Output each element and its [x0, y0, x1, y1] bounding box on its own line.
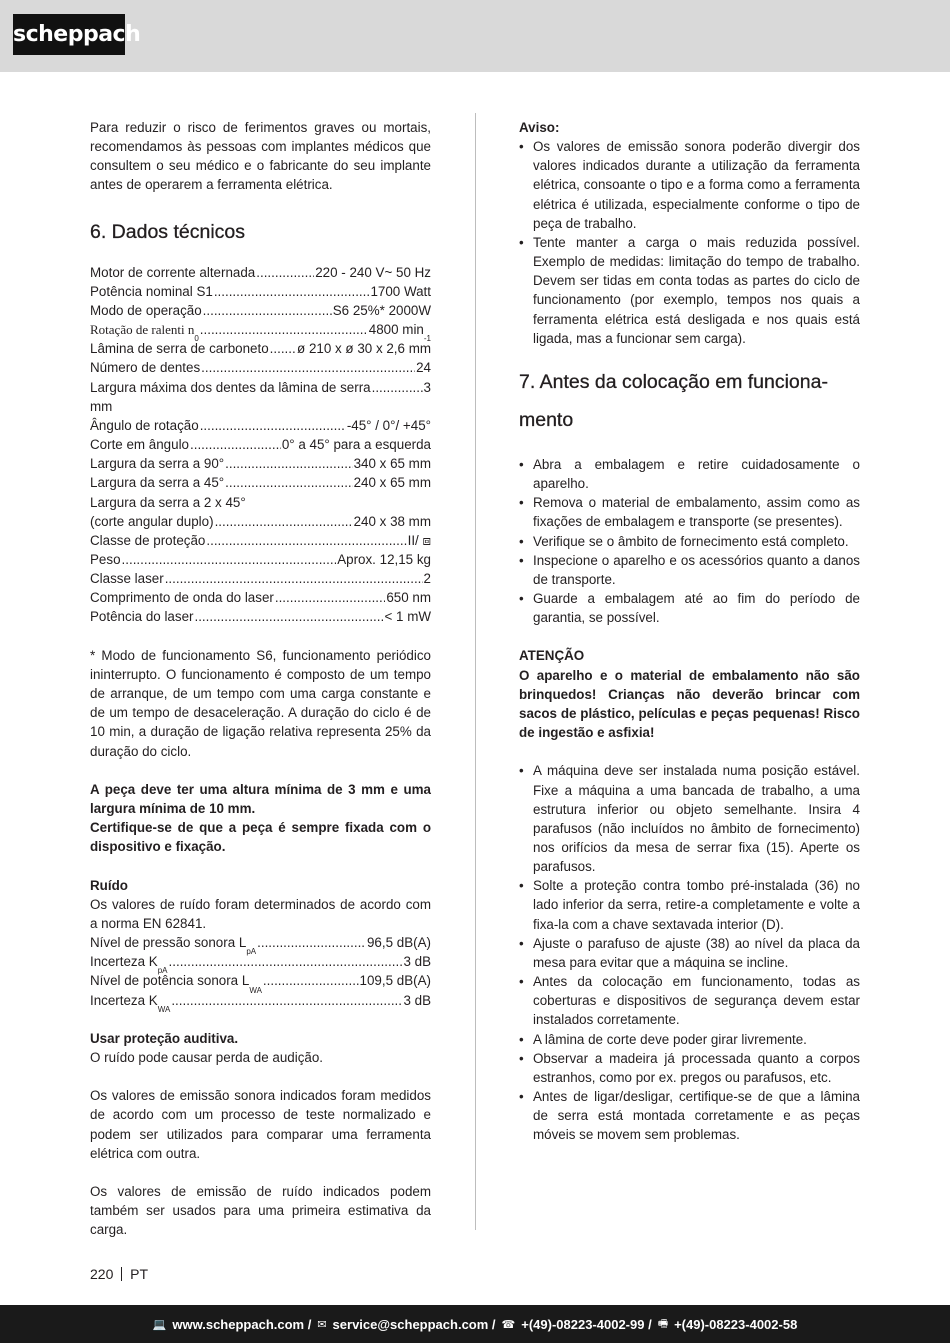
leader-dots — [225, 454, 352, 473]
spec-row — [90, 435, 431, 454]
leader-dots — [214, 282, 370, 301]
spec-label: Incerteza K — [90, 992, 158, 1008]
footer-email[interactable]: service@scheppach.com / — [332, 1316, 496, 1332]
right-column — [519, 118, 860, 1144]
leader-dots — [200, 416, 346, 435]
warning-list — [519, 137, 860, 348]
spec-row — [90, 454, 431, 473]
list-item: • A máquina deve ser instalada numa posição estável. Fixe a máquina a uma bancada de trabalho, a uma estrutura inferior ou objeto semelhante. Insira 4 parafusos (não incluídos no âmbito de fornecimento) nos orifícios da mesa de serrar fixa (15). Aperte os parafusos. — [519, 761, 860, 876]
leader-dots — [256, 263, 314, 282]
spec-value: 1700 Watt — [370, 283, 431, 299]
section-heading-before-operation — [519, 363, 860, 439]
list-item: • Abra a embalagem e retire cuidadosamente o aparelho. — [519, 455, 860, 493]
s6-footnote: * Modo de funcionamento S6, funcionamento periódico ininterrupto. O funcionamento é composto de um tempo de arranque, de um tempo com uma carga constante e de um tempo de desaceleração. A duração do ciclo é de 10 min, a duração de ligação relativa representa 25% da duração do ciclo. — [90, 647, 431, 759]
emission-paragraph-2: Os valores de emissão de ruído indicados podem também ser usados para uma primeira estimativa da carga. — [90, 1184, 431, 1238]
spec-value: 109,5 dB(A) — [359, 973, 431, 989]
leader-dots — [201, 358, 415, 377]
column-divider — [475, 113, 476, 1230]
setup-list — [519, 761, 860, 1144]
spec-value: 3 dB — [403, 954, 431, 970]
spec-value: II/ ⧈ — [407, 532, 431, 548]
spec-row — [90, 378, 431, 397]
list-item: • Solte a proteção contra tombo pré-instalada (36) no lado inferior da serra, retire-a completamente e volte a fixa-la com a chave sextavada interior (D). — [519, 876, 860, 933]
spec-value: 4800 min — [368, 322, 424, 338]
page-footer — [0, 1305, 950, 1343]
workpiece-size-note: A peça deve ter uma altura mínima de 3 mm e uma largura mínima de 10 mm. — [90, 781, 431, 816]
heading-line-2: mento — [519, 408, 574, 431]
spec-label: Potência do laser — [90, 609, 194, 625]
attention-text: O aparelho e o material de embalamento não são brinquedos! Crianças não deverão brincar com sacos de plástico, películas e peças pequenas! Risco de ingestão e asfixia! — [519, 667, 860, 741]
spec-label: Largura máxima dos dentes da lâmina de serra — [90, 379, 371, 395]
spec-label: Lâmina de serra de carboneto — [90, 341, 269, 357]
spec-label: Classe de proteção — [90, 532, 206, 548]
leader-dots — [225, 473, 352, 492]
spec-row: Nível de pressão sonora L pA ..... 96,5 dB(A) — [90, 933, 431, 952]
emission-paragraph-1: Os valores de emissão sonora indicados foram medidos de acordo com um processo de teste normalizado e podem ser utilizados para comparar uma ferramenta elétrica com outra. — [90, 1088, 431, 1161]
spec-row — [90, 339, 431, 358]
spec-value-continuation: mm — [90, 398, 113, 414]
spec-label: Rotação de ralenti n — [90, 322, 195, 338]
spec-list — [90, 263, 431, 627]
spec-value: 3 — [423, 379, 431, 395]
page-number: 220 PT — [90, 1266, 149, 1282]
leader-dots — [215, 512, 353, 531]
spec-value: 0° a 45° para a esquerda — [281, 437, 431, 453]
implant-note: Para reduzir o risco de ferimentos graves ou mortais, recomendamos às pessoas com implantes médicos que consultem o seu médico e o fabricante do seu implante antes de operarem a ferramenta elétrica. — [90, 120, 431, 193]
spec-label: Peso — [90, 551, 121, 567]
spec-label: Modo de operação — [90, 302, 202, 318]
leader-dots — [122, 550, 337, 569]
spec-row: Incerteza K pA ..... 3 dB — [90, 952, 431, 971]
leader-dots — [270, 339, 296, 358]
leader-dots — [194, 607, 383, 626]
leader-dots — [169, 952, 403, 971]
leader-dots — [206, 531, 406, 550]
hearing-protection-text: O ruído pode causar perda de audição. — [90, 1049, 324, 1065]
spec-value: 96,5 dB(A) — [366, 935, 431, 951]
list-item: • A lâmina de corte deve poder girar livremente. — [519, 1030, 860, 1049]
spec-value: < 1 mW — [384, 609, 431, 625]
spec-row — [90, 282, 431, 301]
spec-value: 220 - 240 V~ 50 Hz — [315, 264, 431, 280]
spec-label: Nível de potência sonora L — [90, 973, 250, 989]
leader-dots — [372, 378, 423, 397]
list-item: • Guarde a embalagem até ao fim do período de garantia, se possível. — [519, 589, 860, 627]
spec-row: Incerteza K WA ..... 3 dB — [90, 991, 431, 1010]
list-item: • Antes da colocação em funcionamento, todas as coberturas e dispositivos de segurança devem estar instalados corretamente. — [519, 972, 860, 1029]
spec-label: Largura da serra a 45° — [90, 475, 225, 491]
spec-label: Potência nominal S1 — [90, 283, 213, 299]
spec-value: S6 25%* 2000W — [332, 302, 431, 318]
list-item: • Observar a madeira já processada quanto a corpos estranhos, como por ex. pregos ou parafusos, etc. — [519, 1049, 860, 1087]
list-item: • Ajuste o parafuso de ajuste (38) ao nível da placa da mesa para evitar que a máquina se incline. — [519, 934, 860, 972]
spec-value: 24 — [416, 360, 431, 376]
spec-row: Rotação de ralenti n 0 ..... 4800 min -1 — [90, 320, 431, 339]
list-item: • Os valores de emissão sonora poderão divergir dos valores indicados durante a utilização da ferramenta elétrica, consoante o tipo e a forma como a ferramenta elétrica é utilizada, especialmente conforme o tipo de peça de trabalho. — [519, 137, 860, 233]
spec-value: Aprox. 12,15 kg — [337, 551, 431, 567]
spec-row — [90, 416, 431, 435]
spec-row — [90, 531, 431, 550]
spec-value: 340 x 65 mm — [353, 456, 431, 472]
spec-value: ø 210 x ø 30 x 2,6 mm — [297, 341, 431, 357]
heading-line-1: 7. Antes da colocação em funciona- — [519, 370, 828, 393]
spec-label: Classe laser — [90, 571, 164, 587]
spec-label: Incerteza K — [90, 954, 158, 970]
noise-intro: Os valores de ruído foram determinados de acordo com a norma EN 62841. — [90, 896, 431, 931]
list-item: • Verifique se o âmbito de fornecimento está completo. — [519, 532, 860, 551]
leader-dots — [263, 971, 359, 990]
leader-dots — [275, 588, 385, 607]
leader-dots — [190, 435, 281, 454]
leader-dots — [171, 991, 402, 1010]
spec-label: Ângulo de rotação — [90, 417, 199, 433]
spec-row — [90, 301, 431, 320]
spec-row: Nível de potência sonora L WA ..... 109,5 dB(A) — [90, 971, 431, 990]
spec-row — [90, 550, 431, 569]
unpacking-list — [519, 455, 860, 627]
leader-dots — [257, 933, 366, 952]
spec-row — [90, 493, 431, 512]
spec-label: Comprimento de onda do laser — [90, 590, 274, 606]
spec-row — [90, 473, 431, 492]
noise-title: Ruído — [90, 877, 128, 893]
footer-fax: +(49)-08223-4002-58 — [674, 1316, 798, 1332]
list-item: • Remova o material de embalamento, assim como as fixações de embalagem e transporte (se presentes). — [519, 493, 860, 531]
spec-row — [90, 569, 431, 588]
fax-icon: 🖷 — [657, 1317, 669, 1330]
spec-value: 240 x 65 mm — [353, 475, 431, 491]
page-header — [0, 0, 950, 72]
noise-spec-list — [90, 933, 431, 1014]
left-column — [90, 118, 431, 1240]
hearing-protection-title: Usar proteção auditiva. — [90, 1030, 239, 1046]
attention-title: ATENÇÃO — [519, 648, 585, 664]
envelope-icon: ✉ — [317, 1318, 327, 1331]
leader-dots — [165, 569, 423, 588]
spec-label: Corte em ângulo — [90, 437, 189, 453]
warning-title: Aviso: — [519, 120, 560, 135]
spec-row — [90, 512, 431, 531]
spec-label: Nível de pressão sonora L — [90, 935, 247, 951]
spec-label: Número de dentes — [90, 360, 201, 376]
spec-label: Largura da serra a 90° — [90, 456, 225, 472]
spec-label: Largura da serra a 2 x 45° — [90, 494, 246, 510]
section-heading-technical-data: 6. Dados técnicos — [90, 220, 246, 243]
spec-row — [90, 263, 431, 282]
list-item: • Antes de ligar/desligar, certifique-se de que a lâmina de serra está montada corretamente e as peças móveis se movem sem problemas. — [519, 1087, 860, 1144]
spec-value: 2 — [423, 571, 431, 587]
computer-icon: 💻 — [152, 1318, 167, 1331]
workpiece-fixing-note: Certifique-se de que a peça é sempre fixada com o dispositivo e fixação. — [90, 820, 431, 855]
spec-value: 650 nm — [386, 590, 431, 606]
list-item: • Inspecione o aparelho e os acessórios quanto a danos de transporte. — [519, 551, 860, 589]
spec-label: Motor de corrente alternada — [90, 264, 256, 280]
spec-value: -45° / 0°/ +45° — [346, 417, 431, 433]
footer-phone: +(49)-08223-4002-99 / — [521, 1316, 652, 1332]
spec-row — [90, 607, 431, 626]
leader-dots — [200, 320, 368, 339]
footer-website[interactable]: www.scheppach.com / — [172, 1316, 312, 1332]
spec-label: (corte angular duplo) — [90, 513, 214, 529]
spec-row — [90, 588, 431, 607]
list-item: • Tente manter a carga o mais reduzida possível. Exemplo de medidas: limitação do tempo de trabalho. Devem ser tidas em conta todas as partes do ciclo de funcionamento (por exemplo, tempos nos quais a ferramenta elétrica está desligada e nos quais está ligada, mas a funcionar sem carga). — [519, 233, 860, 348]
brand-logo: scheppach — [13, 14, 125, 55]
leader-dots — [203, 301, 332, 320]
spec-row — [90, 358, 431, 377]
phone-icon: ☎ — [501, 1318, 516, 1331]
spec-value: 240 x 38 mm — [353, 513, 431, 529]
spec-value: 3 dB — [403, 992, 431, 1008]
